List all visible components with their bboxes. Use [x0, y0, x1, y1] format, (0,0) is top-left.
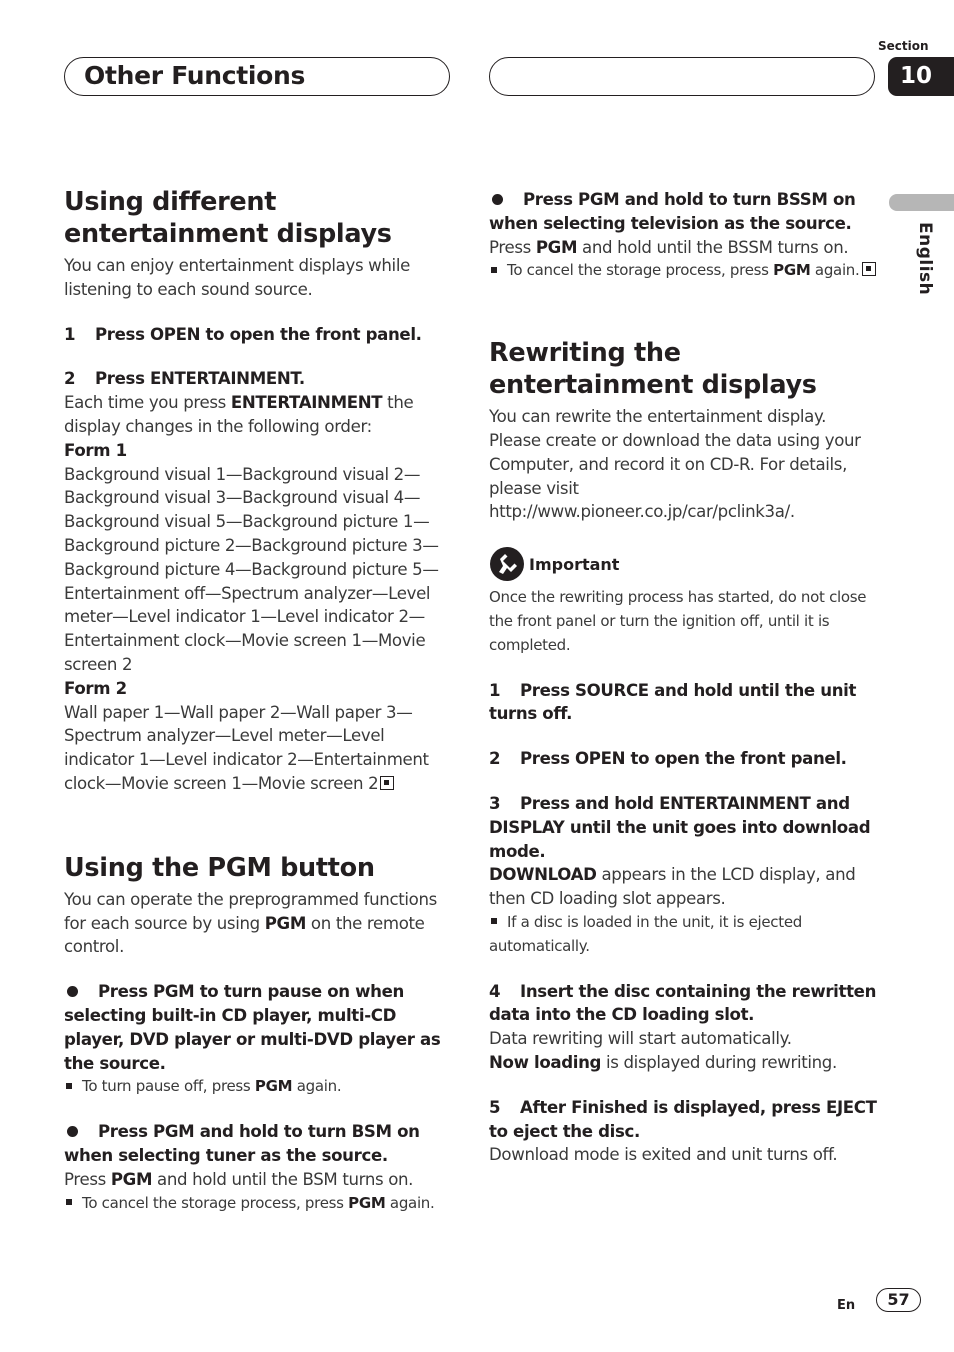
text: To cancel the storage process, press: [507, 261, 774, 280]
keyword: PGM: [535, 237, 578, 257]
text: is displayed during rewriting.: [601, 1052, 837, 1072]
header-title: Other Functions: [84, 61, 306, 90]
pgm-intro: [64, 888, 456, 959]
bssm-body: [489, 236, 881, 260]
rewrite-step-3-body: [489, 863, 881, 911]
rewrite-step-4-body-2: [489, 1051, 881, 1075]
header-blank-frame: [489, 57, 875, 96]
important-text: Once the rewriting process has started, do not close the front panel or turn the ignition off, until it is completed.: [489, 588, 867, 654]
form-2-label: Form 2: [64, 678, 127, 698]
text: and hold until the BSSM turns on.: [577, 237, 849, 257]
end-mark-icon: [862, 262, 876, 276]
text: To cancel the storage process, press: [82, 1193, 349, 1212]
text: Each time you press: [64, 393, 231, 413]
text: and hold until the BSM turns on.: [152, 1169, 414, 1189]
step-2: [64, 367, 456, 391]
keyword: PGM: [773, 261, 811, 280]
note-bssm-cancel: [489, 259, 881, 283]
rewrite-step-4-body: Data rewriting will start automatically.: [489, 1029, 792, 1049]
step-text: Press OPEN to open the front panel.: [95, 324, 422, 344]
sequence-text: Wall paper 1—Wall paper 2—Wall paper 3—Spectrum analyzer—Level meter—Level indicator 1—Level indicator 2—Entertainment clock—Movie screen 1—Movie screen 2: [64, 702, 429, 793]
step-number: 1: [64, 324, 76, 344]
bullet-text: Press PGM and hold to turn BSSM on when selecting television as the source.: [489, 190, 856, 233]
text: You can operate the preprogrammed functions for each source by using: [64, 889, 437, 933]
text: the display changes in the following order:: [64, 393, 414, 436]
heading-pgm-button: Using the PGM button: [64, 852, 375, 883]
text: on the remote control.: [64, 913, 425, 957]
step-text: Press and hold ENTERTAINMENT and DISPLAY until the unit goes into download mode.: [489, 793, 871, 861]
keyword: PGM: [264, 913, 306, 933]
step-text: Press OPEN to open the front panel.: [520, 749, 847, 769]
bullet-text: Press PGM to turn pause on when selecting built-in CD player, multi-CD player, DVD player or multi-DVD player as the source.: [64, 982, 441, 1073]
rewrite-step-4: [489, 980, 881, 1028]
bullet-dot-icon: [492, 194, 503, 205]
keyword: PGM: [110, 1169, 153, 1189]
heading-entertainment-displays: Using different entertainment displays: [64, 187, 392, 249]
form-1-label: Form 1: [64, 440, 127, 460]
step-text: Press ENTERTAINMENT.: [95, 369, 305, 389]
step-text: After Finished is displayed, press EJECT to eject the disc.: [489, 1097, 877, 1141]
step-number: 4: [489, 981, 501, 1001]
keyword: DOWNLOAD: [489, 865, 597, 885]
rewrite-step-5: [489, 1096, 881, 1144]
text: again.: [385, 1193, 435, 1212]
form-2-sequence: [64, 701, 456, 796]
note-bsm-cancel: [64, 1192, 456, 1216]
heading-rewriting: Rewriting the entertainment displays: [489, 338, 817, 401]
note-square-icon: [66, 1199, 72, 1205]
language-tab: [889, 194, 954, 211]
text: again.: [292, 1077, 342, 1096]
left-column: [64, 186, 456, 1215]
bullet-dot-icon: [67, 1126, 78, 1137]
page-number: 57: [876, 1288, 921, 1312]
rewrite-intro: You can rewrite the entertainment display. Please create or download the data using your Computer, and record it on CD-R. For details, please visit http://www.pioneer.co.jp/car/pclink3a/.: [489, 407, 861, 522]
bullet-bsm: [64, 1120, 456, 1168]
text: If a disc is loaded in the unit, it is ejected automatically.: [489, 912, 802, 955]
step-number: 5: [489, 1097, 501, 1117]
bsm-body: [64, 1168, 456, 1192]
text: appears in the LCD display, and then CD loading slot appears.: [489, 865, 856, 909]
section-number-badge: 10: [888, 57, 954, 96]
footer-language: En: [837, 1298, 856, 1313]
text: again.: [810, 261, 860, 280]
step-text: Insert the disc containing the rewritten data into the CD loading slot.: [489, 981, 877, 1025]
step-2-body: [64, 391, 456, 439]
step-number: 2: [64, 369, 76, 389]
note-square-icon: [491, 267, 497, 273]
end-mark-icon: [380, 776, 394, 790]
keyword: PGM: [254, 1077, 293, 1096]
rewrite-step-5-body: Download mode is exited and unit turns off.: [489, 1145, 838, 1165]
bullet-dot-icon: [67, 986, 78, 997]
step-1: [64, 323, 456, 347]
important-label: Important: [529, 554, 620, 574]
step-number: 2: [489, 749, 501, 769]
text: To turn pause off, press: [82, 1077, 255, 1096]
right-column: [489, 186, 881, 1167]
section-label: Section: [878, 39, 929, 53]
form-1-sequence: [64, 463, 456, 677]
note-pause-off: [64, 1075, 456, 1099]
important-callout: [489, 546, 881, 582]
step-text: Press SOURCE and hold until the unit turns off.: [489, 680, 857, 724]
rewrite-step-3: [489, 792, 881, 863]
step-number: 1: [489, 680, 501, 700]
language-label: English: [915, 222, 935, 296]
intro-paragraph: You can enjoy entertainment displays while listening to each sound source.: [64, 256, 410, 299]
note-disc-ejected: [489, 911, 881, 959]
keyword: Now loading: [489, 1052, 602, 1072]
step-number: 3: [489, 793, 501, 813]
text: Press: [489, 237, 536, 257]
note-square-icon: [66, 1083, 72, 1089]
keyword: ENTERTAINMENT: [230, 393, 383, 413]
text: Press: [64, 1169, 111, 1189]
rewrite-step-2: [489, 747, 881, 771]
important-hand-icon: [489, 546, 525, 582]
bullet-pause: [64, 980, 456, 1075]
bullet-text: Press PGM and hold to turn BSM on when selecting tuner as the source.: [64, 1122, 420, 1165]
bullet-bssm: [489, 188, 881, 236]
sequence-text: Background visual 1—Background visual 2—Background visual 3—Background visual 4—Background visual 5—Background picture 1—Background picture 2—Background picture 3—Background picture 4—Background picture 5—Entertainment off—Spectrum analyzer—Level meter—Level indicator 1—Level indicator 2—Entertainment clock—Movie screen 1—Movie screen 2: [64, 464, 439, 674]
note-square-icon: [491, 918, 497, 924]
keyword: PGM: [348, 1193, 386, 1212]
rewrite-step-1: [489, 679, 881, 727]
